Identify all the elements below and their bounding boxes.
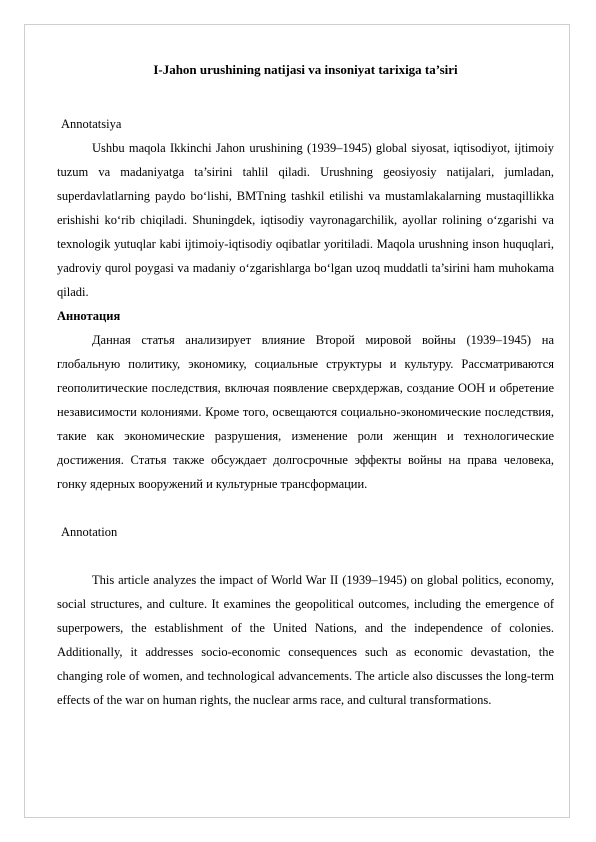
abstract-uzbek: Ushbu maqola Ikkinchi Jahon urushining (1939–1945) global siyosat, iqtisodiyot, ijtimoiy tuzum va madaniyatga ta’sirini tahlil qiladi. Urushning geosiyosiy natijalari, jumladan, superdavlatlarning paydo bo‘lishi, BMTning tashkil etilishi va mustamlakalarning mustaqillikka erishishi ko‘rib chiqiladi. Shuningdek, iqtisodiy vayronagarchilik, ayollar rolining o‘zgarishi va texnologik yutuqlar kabi ijtimoiy-iqtisodiy oqibatlar yoritiladi. Maqola urushning inson huquqlari, yadroviy qurol poygasi va madaniy o‘zgarishlarga bo‘lgan uzoq muddatli ta’sirini ham muhokama qiladi.: [57, 141, 554, 299]
section-heading-annotatsiya-ru: Аннотация: [57, 309, 121, 323]
abstract-russian: Данная статья анализирует влияние Второй мировой войны (1939–1945) на глобальную политику, экономику, социальные структуры и культуру. Рассматриваются геополитические последствия, включая появление сверхдержав, создание ООН и обретение независимости колониями. Кроме того, освещаются социально-экономические последствия, такие как экономические разрушения, изменение роли женщин и технологические достижения. Статья также обсуждает долгосрочные эффекты войны на права человека, гонку ядерных вооружений и культурные трансформации.: [57, 333, 554, 491]
section-annotation: [57, 520, 554, 712]
page-title: I-Jahon urushining natijasi va insoniyat tarixiga ta’siri: [153, 62, 458, 77]
section-annotatsiya: [57, 112, 554, 304]
section-heading-annotation: Annotation: [61, 525, 118, 539]
abstract-english: This article analyzes the impact of World War II (1939–1945) on global politics, economy, social structures, and culture. It examines the geopolitical outcomes, including the emergence of superpowers, the establishment of the United Nations, and the independence of colonies. Additionally, it addresses socio-economic consequences such as economic devastation, the changing role of women, and technological advancements. The article also discusses the long-term effects of the war on human rights, the nuclear arms race, and cultural transformations.: [57, 573, 554, 707]
document-body: [57, 58, 554, 712]
section-heading-annotatsiya: Annotatsiya: [61, 117, 122, 131]
section-annotatsiya-ru: [57, 304, 554, 496]
